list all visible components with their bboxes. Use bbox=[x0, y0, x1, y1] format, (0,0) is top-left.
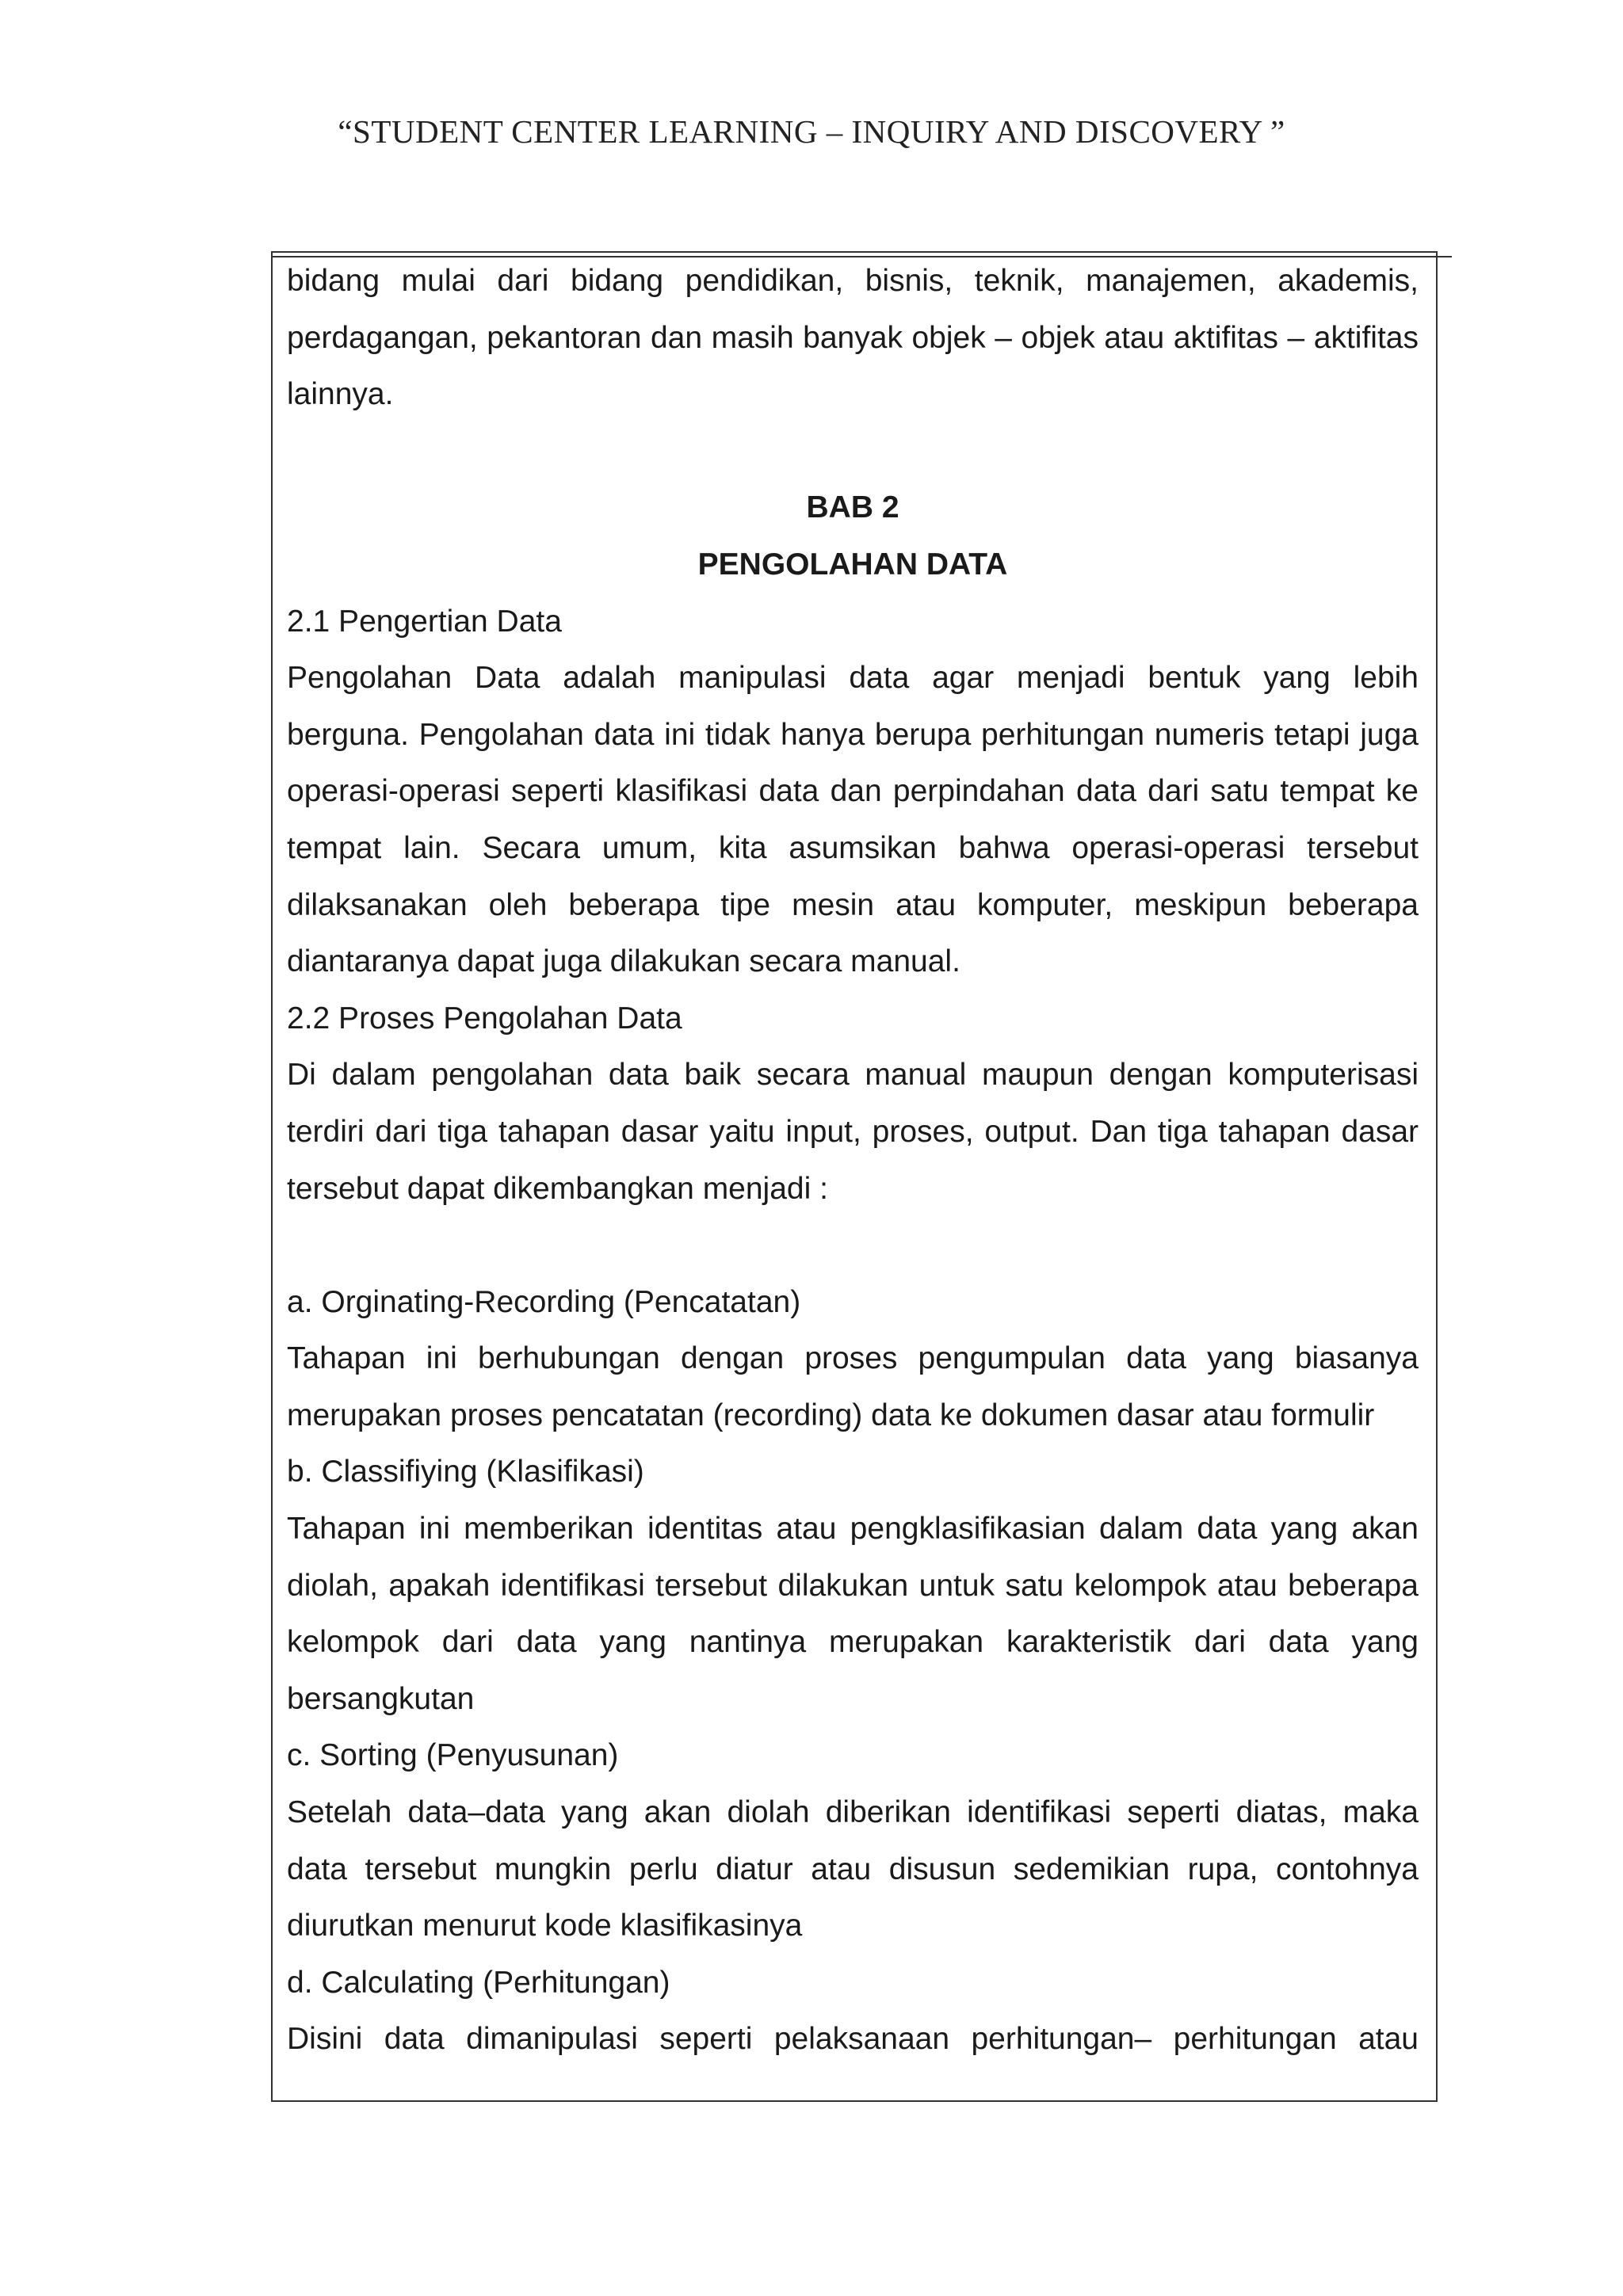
item-body: Tahapan ini memberikan identitas atau pengklasifikasian dalam data yang akan diolah, apakah identifikasi tersebut dilakukan untuk satu kelompok atau beberapa kelompok dari data yang nantinya merupakan karakteristik dari data yang bersangkutan bbox=[287, 1512, 1419, 1716]
item-title: b. Classifiying (Klasifikasi) bbox=[287, 1455, 644, 1489]
spacer bbox=[287, 1217, 1419, 1274]
item-body: Tahapan ini berhubungan dengan proses pengumpulan data yang biasanya merupakan proses pencatatan (recording) data ke dokumen dasar atau formulir bbox=[287, 1341, 1419, 1432]
section-2-2-title: 2.2 Proses Pengolahan Data bbox=[287, 1001, 682, 1035]
item-body: Disini data dimanipulasi seperti pelaksanaan perhitungan– perhitungan atau bbox=[287, 2022, 1419, 2057]
item-title: a. Orginating-Recording (Pencatatan) bbox=[287, 1284, 801, 1319]
section-2-1-title: 2.1 Pengertian Data bbox=[287, 604, 562, 639]
item-title: d. Calculating (Perhitungan) bbox=[287, 1965, 670, 2000]
chapter-title: PENGOLAHAN DATA bbox=[697, 547, 1008, 582]
section-2-2-body: Di dalam pengolahan data baik secara manual maupun dengan komputerisasi terdiri dari tiga tahapan dasar yaitu input, proses, output. Dan tiga tahapan dasar tersebut dapat dikembangkan menjadi : bbox=[287, 1058, 1419, 1206]
spacer bbox=[287, 423, 1419, 480]
content-text bbox=[287, 253, 1419, 2068]
running-header: “STUDENT CENTER LEARNING – INQUIRY AND DISCOVERY ” bbox=[338, 113, 1285, 150]
chapter-number: BAB 2 bbox=[806, 490, 899, 525]
item-body: Setelah data–data yang akan diolah diberikan identifikasi seperti diatas, maka data tersebut mungkin perlu diatur atau disusun sedemikian rupa, contohnya diurutkan menurut kode klasifikasinya bbox=[287, 1795, 1419, 1943]
item-title: c. Sorting (Penyusunan) bbox=[287, 1738, 619, 1773]
content-box bbox=[271, 251, 1438, 2102]
section-2-1-body: Pengolahan Data adalah manipulasi data agar menjadi bentuk yang lebih berguna. Pengolahan data ini tidak hanya berupa perhitungan numeris tetapi juga operasi-operasi seperti klasifikasi data dan perpindahan data dari satu tempat ke tempat lain. Secara umum, kita asumsikan bahwa operasi-operasi tersebut dilaksanakan oleh beberapa tipe mesin atau komputer, meskipun beberapa diantaranya dapat juga dilakukan secara manual. bbox=[287, 661, 1419, 979]
intro-paragraph: bidang mulai dari bidang pendidikan, bisnis, teknik, manajemen, akademis, perdagangan, pekantoran dan masih banyak objek – objek atau aktifitas – aktifitas lainnya. bbox=[287, 264, 1419, 412]
